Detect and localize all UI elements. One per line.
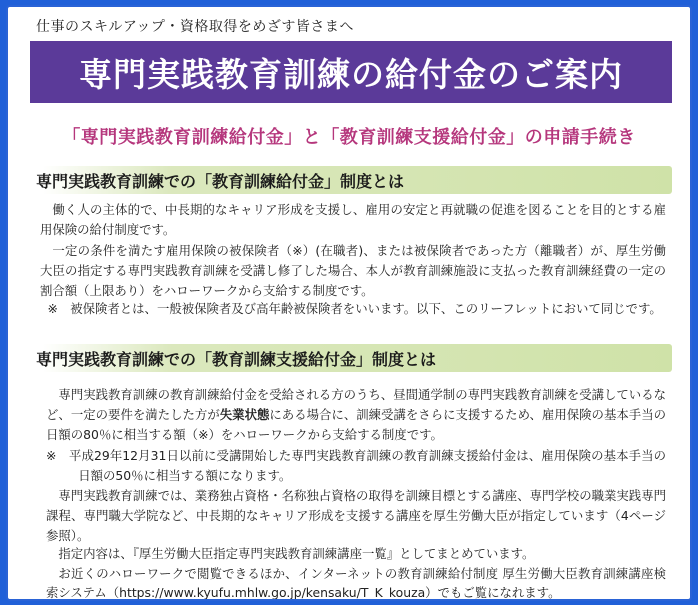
section-heading-kyoiku-kunren-kyufukin xyxy=(30,166,672,194)
section1-paragraph-1: 働く人の主体的で、中長期的なキャリア形成を支援し、雇用の安定と再就職の促進を図ることを目的とする雇用保険の給付制度です。 xyxy=(40,202,666,237)
section2-paragraph-2: 専門実践教育訓練では、業務独占資格・名称独占資格の取得を訓練目標とする講座、専門学校の職業実践専門課程、専門職大学院など、中長期的なキャリア形成を支援する講座を厚生労働大臣が指定しています（4ページ参照）。 xyxy=(46,488,666,543)
section2-paragraph-4: お近くのハローワークで閲覧できるほか、インターネットの教育訓練給付制度 厚生労働大臣教育訓練講座検索システム（https://www.kyufu.mhlw.go.jp/kensaku/T_K_kouza）でもご覧になれます。 xyxy=(46,566,666,600)
section2-p1-text: 専門実践教育訓練の教育訓練給付金を受給される方のうち、昼間通学制の専門実践教育訓練を受講しているなど、一定の要件を満たした方が xyxy=(46,387,666,422)
section-heading-text: 専門実践教育訓練での「教育訓練支援給付金」制度とは xyxy=(36,349,437,369)
page-subtitle: 「専門実践教育訓練給付金」と「教育訓練支援給付金」の申請手続き xyxy=(62,127,636,148)
section-heading-shien-kyufukin xyxy=(30,344,672,372)
section2-paragraph-3: 指定内容は、『厚生労働大臣指定専門実践教育訓練講座一覧』としてまとめています。 xyxy=(58,546,535,561)
title-banner xyxy=(30,41,672,103)
unemployed-emphasis: 失業状態 xyxy=(219,406,270,422)
section2-paragraph-1 xyxy=(46,385,666,444)
target-audience-text: 仕事のスキルアップ・資格取得をめざす皆さまへ xyxy=(36,19,354,35)
section1-paragraph-2: 一定の条件を満たす雇用保険の被保険者（※）(在職者)、または被保険者であった方（離職者）が、厚生労働大臣の指定する専門実践教育訓練を受講し修了した場合、本人が教育訓練施設に支払った教育訓練経費の一定の割合額（上限あり）をハローワークから支給する制度です。 xyxy=(40,243,666,298)
leaflet-page xyxy=(6,5,692,601)
section1-note: ※ 被保険者とは、一般被保険者及び高年齢被保険者をいいます。以下、このリーフレットにおいて同じです。 xyxy=(47,301,662,316)
section2-note: ※ 平成29年12月31日以前に受講開始した専門実践教育訓練の教育訓練支援給付金は、雇用保険の基本手当の日額の50％に相当する額になります。 xyxy=(46,448,666,483)
section2-p1-text-cont: にある場合に、訓練受講をさらに支援するため、雇用保険の基本手当の日額の80％に相当する額（※）をハローワークから支給する制度です。 xyxy=(46,406,666,442)
page-title: 専門実践教育訓練の給付金のご案内 xyxy=(79,54,623,94)
section-heading-text: 専門実践教育訓練での「教育訓練給付金」制度とは xyxy=(36,171,405,191)
